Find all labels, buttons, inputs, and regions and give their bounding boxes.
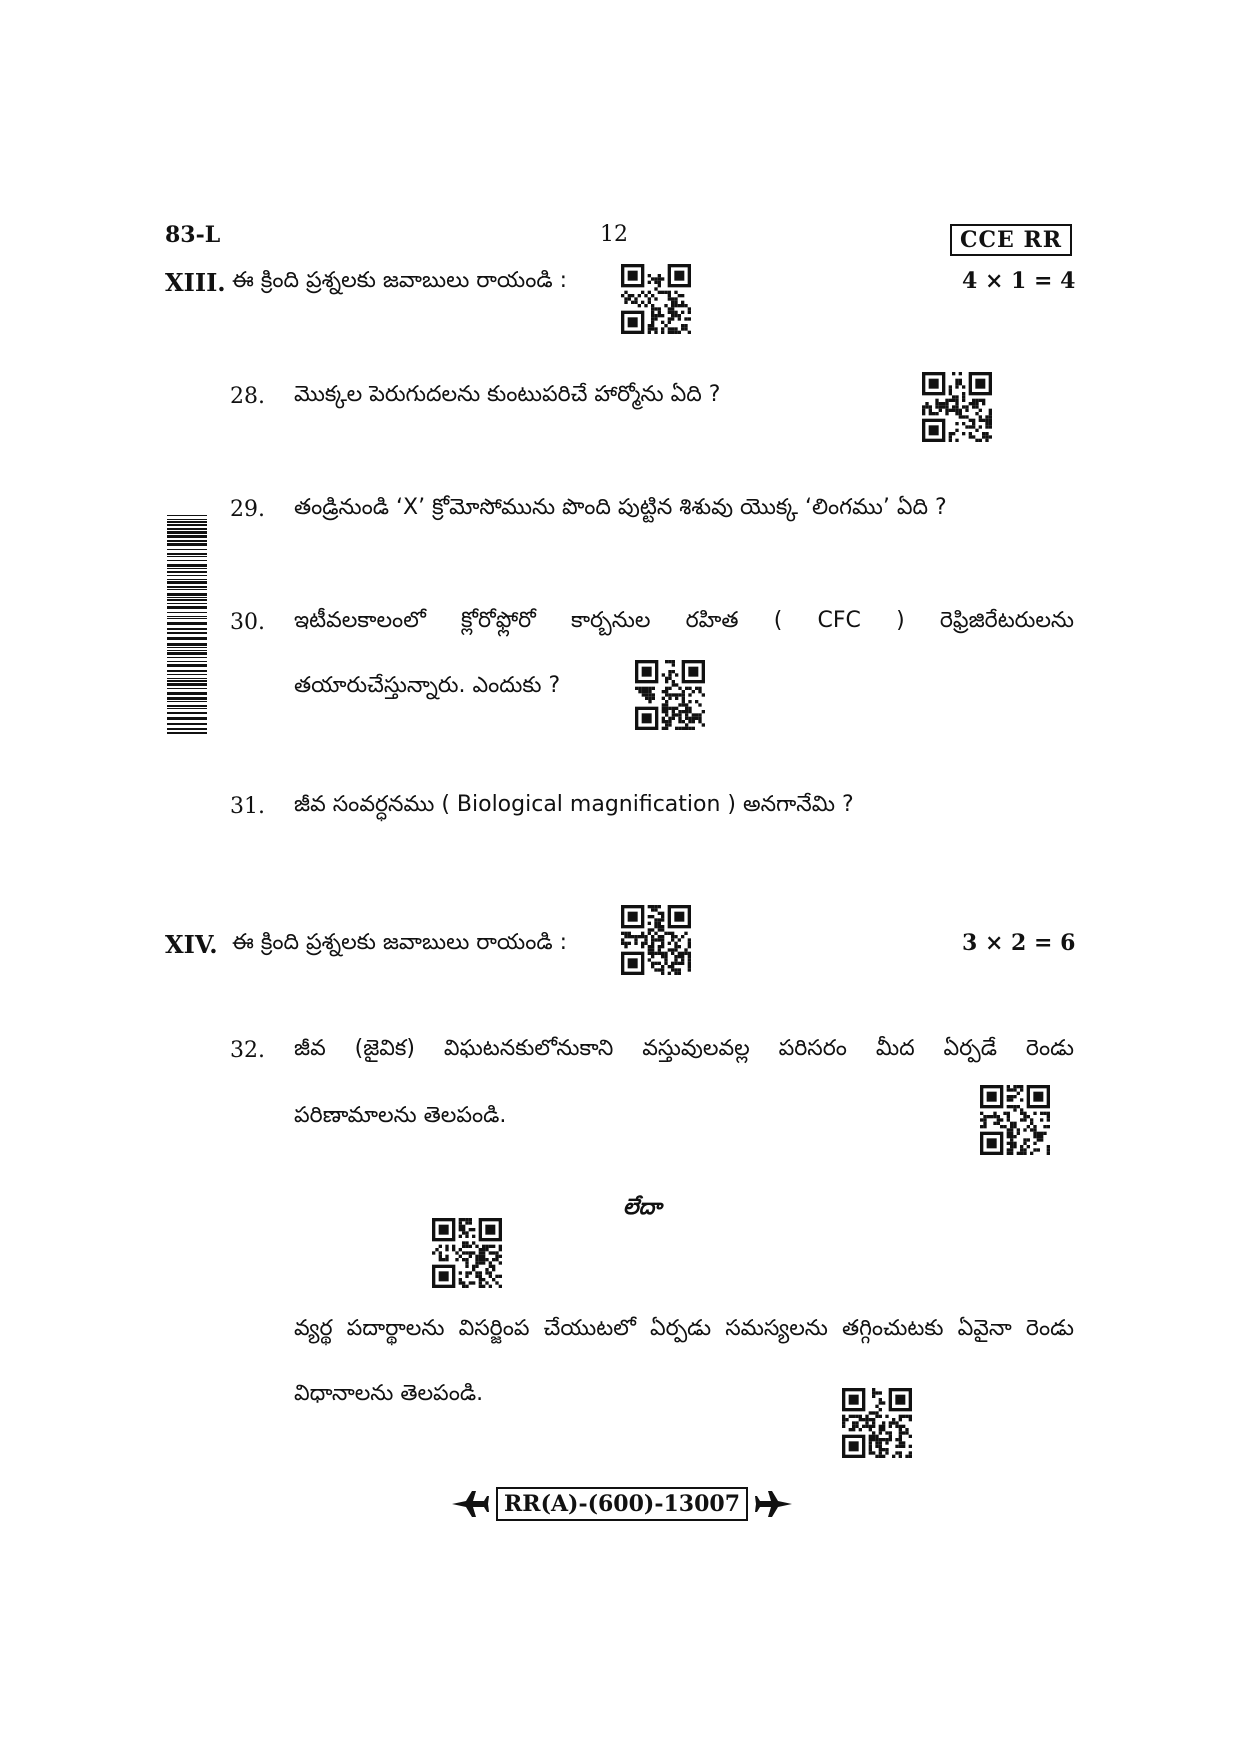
qr-code-icon (922, 372, 992, 442)
section-14-roman: XIV. (165, 930, 218, 959)
barcode-icon (167, 515, 207, 737)
q32-text-line2: పరిణామాలను తెలపండి. (294, 1103, 507, 1128)
section-14-instruction: ఈ క్రింది ప్రశ్నలకు జవాబులు రాయండి : (232, 930, 568, 955)
q31-number: 31. (230, 794, 265, 819)
footer-code: RR(A)-(600)-13007 (496, 1487, 748, 1521)
section-13-marks: 4 × 1 = 4 (962, 268, 1076, 294)
or-label: లేదా (623, 1195, 662, 1220)
q32-number: 32. (230, 1038, 265, 1063)
q29-number: 29. (230, 497, 265, 522)
section-14-marks: 3 × 2 = 6 (962, 930, 1076, 956)
q32-alt-text-line1: వ్యర్థ పదార్థాలను విసర్జింప చేయుటలో ఏర్పడు సమస్యలను తగ్గించుటకు ఏవైనా రెండు (294, 1316, 1074, 1341)
q30-text-line1: ఇటీవలకాలంలో క్లోరోఫ్లోరో కార్బనుల రహిత ( CFC ) రెఫ్రిజిరేటరులను (294, 608, 1074, 633)
section-13-roman: XIII. (165, 268, 226, 297)
qr-code-icon (635, 660, 705, 730)
qr-code-icon (432, 1218, 502, 1288)
q30-text-line2: తయారుచేస్తున్నారు. ఎందుకు ? (294, 673, 561, 698)
airplane-icon (754, 1489, 794, 1519)
header-box-label: CCE RR (950, 224, 1072, 256)
q29-text: తండ్రినుండి ‘X’ క్రోమోసోమును పొంది పుట్టిన శిశువు యొక్క ‘లింగము’ ఏది ? (294, 495, 947, 520)
q30-number: 30. (230, 610, 265, 635)
airplane-icon (450, 1489, 490, 1519)
qr-code-icon (621, 264, 691, 334)
q28-number: 28. (230, 384, 265, 409)
page-number: 12 (600, 222, 628, 247)
q32-alt-text-line2: విధానాలను తెలపండి. (294, 1381, 484, 1406)
section-13-instruction: ఈ క్రింది ప్రశ్నలకు జవాబులు రాయండి : (232, 268, 568, 293)
q28-text: మొక్కల పెరుగుదలను కుంటుపరిచే హార్మోను ఏది ? (294, 382, 721, 407)
qr-code-icon (621, 905, 691, 975)
q32-text-line1: జీవ (జైవిక) విఘటనకులోనుకాని వస్తువులవల్ల పరిసరం మీద ఏర్పడే రెండు (294, 1036, 1074, 1061)
footer (450, 1487, 794, 1521)
qr-code-icon (842, 1388, 912, 1458)
paper-code: 83-L (165, 222, 221, 248)
q31-text: జీవ సంవర్ధనము ( Biological magnification ) అనగానేమి ? (294, 792, 854, 817)
qr-code-icon (980, 1085, 1050, 1155)
